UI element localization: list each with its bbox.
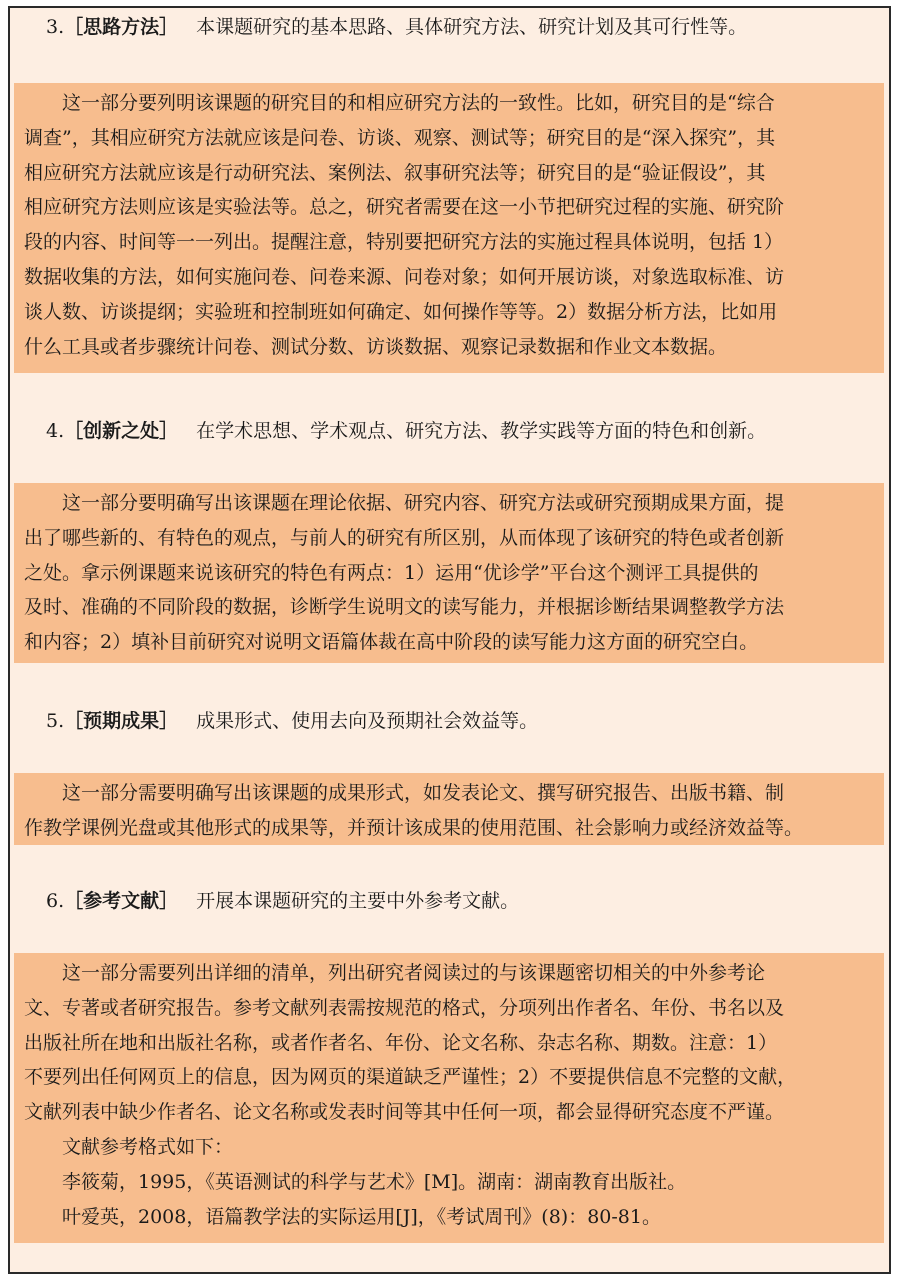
body-line: 出了哪些新的、有特色的观点，与前人的研究有所区别，从而体现了该研究的特色或者创新 <box>24 526 785 549</box>
reference-entry: 叶爱英，2008，语篇教学法的实际运用[J]，《考试周刊》(8)：80-81。 <box>62 1205 661 1228</box>
body-line: 及时、准确的不同阶段的数据，诊断学生说明文的读写能力，并根据诊断结果调整教学方法 <box>24 596 785 619</box>
section-description: 开展本课题研究的主要中外参考文献。 <box>196 890 520 912</box>
body-line: 调查”，其相应研究方法就应该是问卷、访谈、观察、测试等；研究目的是“深入探究”，其 <box>24 126 776 149</box>
section-tag: ［参考文献］ <box>64 890 179 912</box>
section-number: 6. <box>46 890 65 912</box>
body-line: 这一部分要明确写出该课题在理论依据、研究内容、研究方法或研究预期成果方面，提 <box>62 492 785 514</box>
section-number: 5. <box>46 710 65 732</box>
section-description: 成果形式、使用去向及预期社会效益等。 <box>196 710 539 732</box>
body-line: 相应研究方法就应该是行动研究法、案例法、叙事研究法等；研究目的是“验证假设”，其 <box>24 161 766 184</box>
body-line: 出版社所在地和出版社名称，或者作者名、年份、论文名称、杂志名称、期数。注意：1） <box>24 1031 778 1054</box>
section-heading-3 <box>46 14 747 40</box>
body-line: 作教学课例光盘或其他形式的成果等，并预计该成果的使用范围、社会影响力或经济效益等。 <box>24 816 804 839</box>
section-description: 在学术思想、学术观点、研究方法、教学实践等方面的特色和创新。 <box>196 420 767 442</box>
body-line: 相应研究方法则应该是实验法等。总之，研究者需要在这一小节把研究过程的实施、研究阶 <box>24 196 785 219</box>
section-tag: ［思路方法］ <box>64 16 179 38</box>
section-heading-4 <box>46 418 766 444</box>
body-line: 和内容；2）填补目前研究对说明文语篇体裁在高中阶段的读写能力这方面的研究空白。 <box>24 631 759 654</box>
body-line: 数据收集的方法，如何实施问卷、问卷来源、问卷对象；如何开展访谈，对象选取标准、访 <box>24 265 785 288</box>
section-number: 4. <box>46 420 65 442</box>
section-tag: ［创新之处］ <box>64 420 179 442</box>
section-tag: ［预期成果］ <box>64 710 179 732</box>
section-description: 本课题研究的基本思路、具体研究方法、研究计划及其可行性等。 <box>196 16 748 38</box>
body-line: 这一部分需要列出详细的清单，列出研究者阅读过的与该课题密切相关的中外参考论 <box>62 962 766 984</box>
body-line: 这一部分要列明该课题的研究目的和相应研究方法的一致性。比如，研究目的是“综合 <box>62 92 775 114</box>
body-line: 谈人数、访谈提纲；实验班和控制班如何确定、如何操作等等。2）数据分析方法，比如用 <box>24 300 778 323</box>
section-body-4 <box>14 483 884 663</box>
body-line: 段的内容、时间等一一列出。提醒注意，特别要把研究方法的实施过程具体说明，包括 1） <box>24 231 784 254</box>
section-number: 3. <box>46 16 65 38</box>
section-heading-5 <box>46 708 538 734</box>
reference-format-label: 文献参考格式如下： <box>62 1135 234 1158</box>
body-line: 文献列表中缺少作者名、论文名称或发表时间等其中任何一项，都会显得研究态度不严谨。 <box>24 1101 785 1124</box>
body-line: 之处。拿示例课题来说该研究的特色有两点：1）运用“优诊学”平台这个测评工具提供的 <box>24 561 759 584</box>
body-line: 文、专著或者研究报告。参考文献列表需按规范的格式，分项列出作者名、年份、书名以及 <box>24 996 785 1019</box>
section-body-3 <box>14 83 884 373</box>
reference-entry: 李筱菊，1995，《英语测试的科学与艺术》[M]。湖南：湖南教育出版社。 <box>62 1170 687 1193</box>
body-line: 这一部分需要明确写出该课题的成果形式，如发表论文、撰写研究报告、出版书籍、制 <box>62 782 785 804</box>
body-line: 什么工具或者步骤统计问卷、测试分数、访谈数据、观察记录数据和作业文本数据。 <box>24 335 728 358</box>
section-heading-6 <box>46 888 519 914</box>
body-line: 不要列出任何网页上的信息，因为网页的渠道缺乏严谨性；2）不要提供信息不完整的文献， <box>24 1066 797 1089</box>
section-body-6 <box>14 953 884 1243</box>
section-body-5 <box>14 773 884 845</box>
